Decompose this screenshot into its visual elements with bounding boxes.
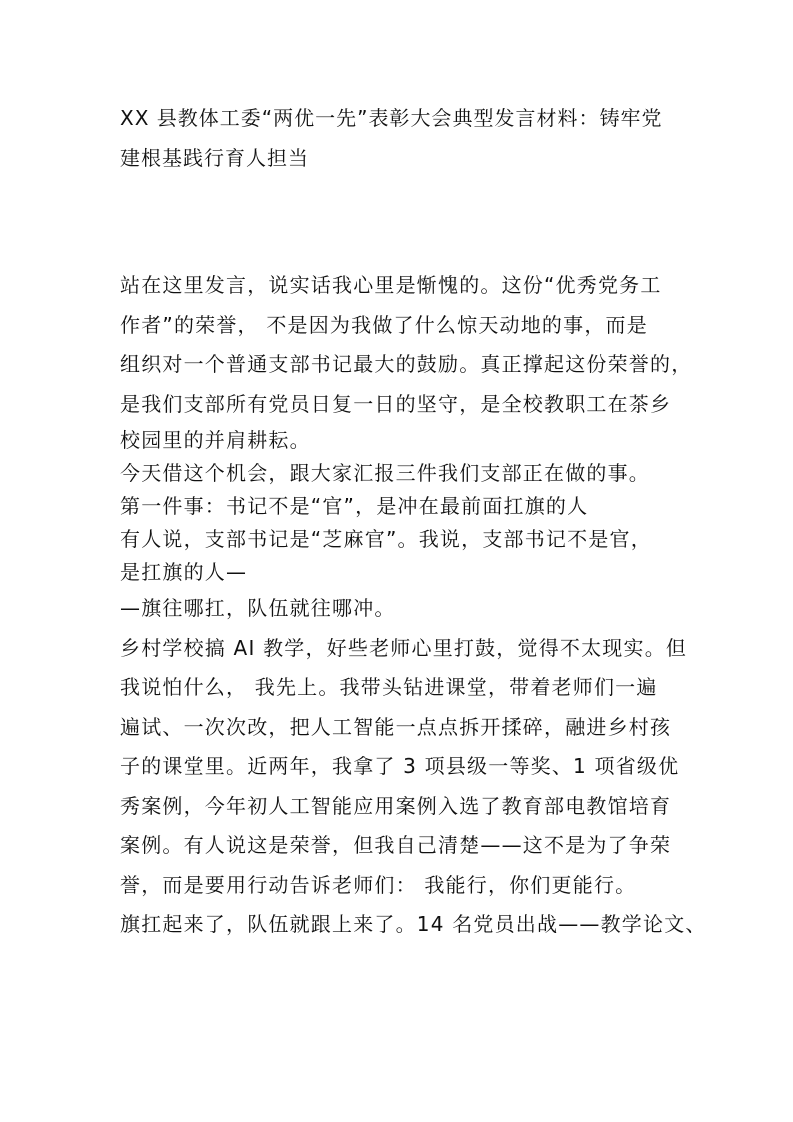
body-line: 站在这里发言，说实话我心里是惭愧的。这份“优秀党务工 (120, 273, 662, 297)
body-line: 我说怕什么， 我先上。我带头钻进课堂，带着老师们一遍 (120, 675, 658, 699)
body-line: 校园里的并肩耕耘。 (120, 428, 311, 452)
body-line: —旗往哪扛，队伍就往哪冲。 (120, 596, 396, 620)
body-line: 乡村学校搞 AI 教学，好些老师心里打鼓，觉得不太现实。但 (120, 635, 688, 660)
body-line: 组织对一个普通支部书记最大的鼓励。真正撑起这份荣誉的， (120, 352, 693, 376)
document-body (120, 266, 707, 945)
section-heading: 第一件事：书记不是“官”，是冲在最前面扛旗的人 (120, 494, 589, 518)
body-line: 案例。有人说这是荣誉，但我自己清楚——这不是为了争荣 (120, 833, 672, 857)
body-line: 秀案例，今年初人工智能应用案例入选了教育部电教馆培育 (120, 793, 672, 818)
title-line: XX 县教体工委“两优一先”表彰大会典型发言材料：铸牢党 (120, 106, 663, 130)
body-line: 子的课堂里。近两年，我拿了 3 项县级一等奖、1 项省级优 (120, 754, 680, 778)
body-line: 作者”的荣誉， 不是因为我做了什么惊天动地的事，而是 (120, 312, 648, 337)
body-line: 旗扛起来了，队伍就跟上来了。14 名党员出战——教学论文、 (120, 912, 707, 936)
document-title (120, 98, 690, 178)
body-line: 遍试、一次次改，把人工智能一点点拆开揉碎，融进乡村孩 (120, 714, 672, 739)
body-line: 是扛旗的人— (120, 560, 248, 584)
body-line: 今天借这个机会，跟大家汇报三件我们支部正在做的事。 (120, 461, 650, 485)
body-line: 誉，而是要用行动告诉老师们： 我能行，你们更能行。 (120, 872, 637, 897)
title-line: 建根基践行育人担当 (120, 146, 309, 170)
body-line: 有人说，支部书记是“芝麻官”。我说，支部书记不是官， (120, 527, 652, 551)
body-line: 是我们支部所有党员日复一日的坚守，是全校教职工在茶乡 (120, 391, 672, 416)
